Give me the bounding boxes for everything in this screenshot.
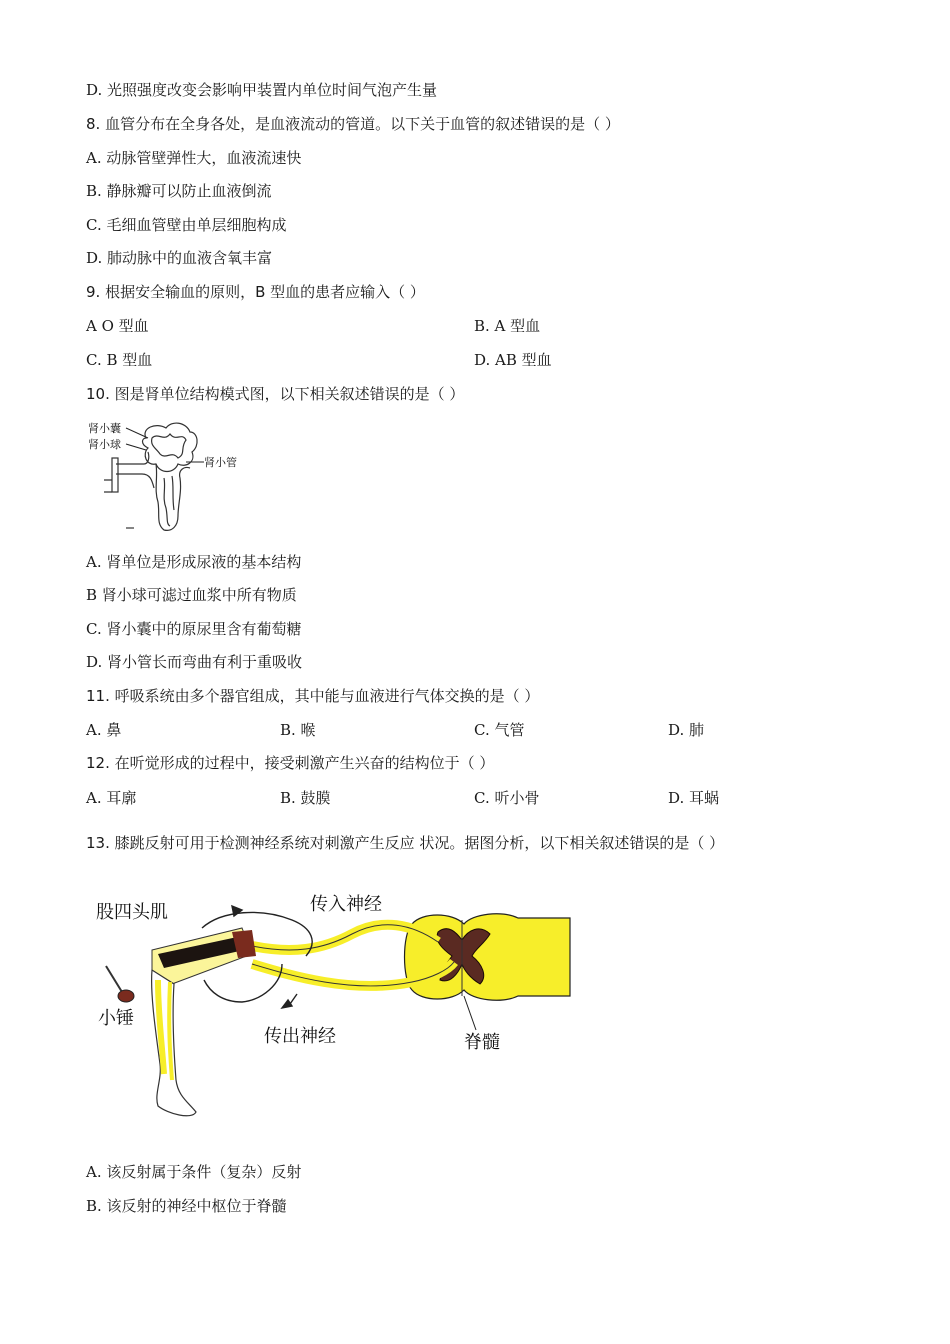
- spinal-cord-section: [405, 914, 571, 1001]
- label-quadriceps: 股四头肌: [96, 902, 168, 923]
- question-10: 10. 图是肾单位结构模式图，以下相关叙述错误的是（ ）: [86, 385, 465, 403]
- q12-option-c[interactable]: C. 听小骨: [474, 789, 540, 807]
- q13-option-a[interactable]: A. 该反射属于条件（复杂）反射: [86, 1163, 302, 1181]
- question-12: 12. 在听觉形成的过程中，接受刺激产生兴奋的结构位于（ ）: [86, 754, 495, 772]
- question-11: 11. 呼吸系统由多个器官组成，其中能与血液进行气体交换的是（ ）: [86, 687, 540, 705]
- q12-option-d[interactable]: D. 耳蜗: [668, 789, 720, 807]
- q9-option-d[interactable]: D. AB 型血: [474, 351, 552, 369]
- q10-option-b[interactable]: B 肾小球可滤过血浆中所有物质: [86, 586, 297, 604]
- q13-option-b[interactable]: B. 该反射的神经中枢位于脊髓: [86, 1197, 287, 1215]
- label-spinal-cord: 脊髓: [464, 1032, 500, 1053]
- label-efferent-nerve: 传出神经: [264, 1026, 336, 1047]
- q9-option-a[interactable]: A O 型血: [86, 317, 149, 335]
- q11-option-b[interactable]: B. 喉: [280, 721, 316, 739]
- hammer-icon: [106, 966, 134, 1002]
- label-hammer: 小锤: [98, 1008, 134, 1029]
- leg-drawing: [152, 928, 256, 1116]
- label-glomerulus: 肾小球: [88, 438, 121, 451]
- q12-option-a[interactable]: A. 耳廓: [86, 789, 137, 807]
- nephron-diagram: [86, 418, 246, 534]
- q11-option-c[interactable]: C. 气管: [474, 721, 525, 739]
- q9-option-c[interactable]: C. B 型血: [86, 351, 153, 369]
- question-8: 8. 血管分布在全身各处，是血液流动的管道。以下关于血管的叙述错误的是（ ）: [86, 115, 620, 133]
- label-renal-capsule: 肾小囊: [88, 422, 121, 435]
- line-q7-option-d: D. 光照强度改变会影响甲装置内单位时间气泡产生量: [86, 81, 438, 99]
- q10-option-d[interactable]: D. 肾小管长而弯曲有利于重吸收: [86, 653, 303, 671]
- question-9: 9. 根据安全输血的原则，B 型血的患者应输入（ ）: [86, 283, 425, 301]
- label-renal-tubule: 肾小管: [204, 456, 237, 469]
- q8-option-b[interactable]: B. 静脉瓣可以防止血液倒流: [86, 182, 272, 200]
- q10-option-a[interactable]: A. 肾单位是形成尿液的基本结构: [86, 553, 302, 571]
- q11-option-a[interactable]: A. 鼻: [86, 721, 122, 739]
- q8-option-c[interactable]: C. 毛细血管壁由单层细胞构成: [86, 216, 287, 234]
- q8-option-a[interactable]: A. 动脉管壁弹性大，血液流速快: [86, 149, 302, 167]
- label-afferent-nerve: 传入神经: [310, 894, 382, 915]
- q11-option-d[interactable]: D. 肺: [668, 721, 705, 739]
- question-13: 13. 膝跳反射可用于检测神经系统对刺激产生反应 状况。据图分析，以下相关叙述错误的是（ ）: [86, 834, 725, 852]
- knee-jerk-reflex-diagram: [92, 884, 572, 1134]
- q8-option-d[interactable]: D. 肺动脉中的血液含氧丰富: [86, 249, 273, 267]
- q12-option-b[interactable]: B. 鼓膜: [280, 789, 331, 807]
- q9-option-b[interactable]: B. A 型血: [474, 317, 541, 335]
- q10-option-c[interactable]: C. 肾小囊中的原尿里含有葡萄糖: [86, 620, 302, 638]
